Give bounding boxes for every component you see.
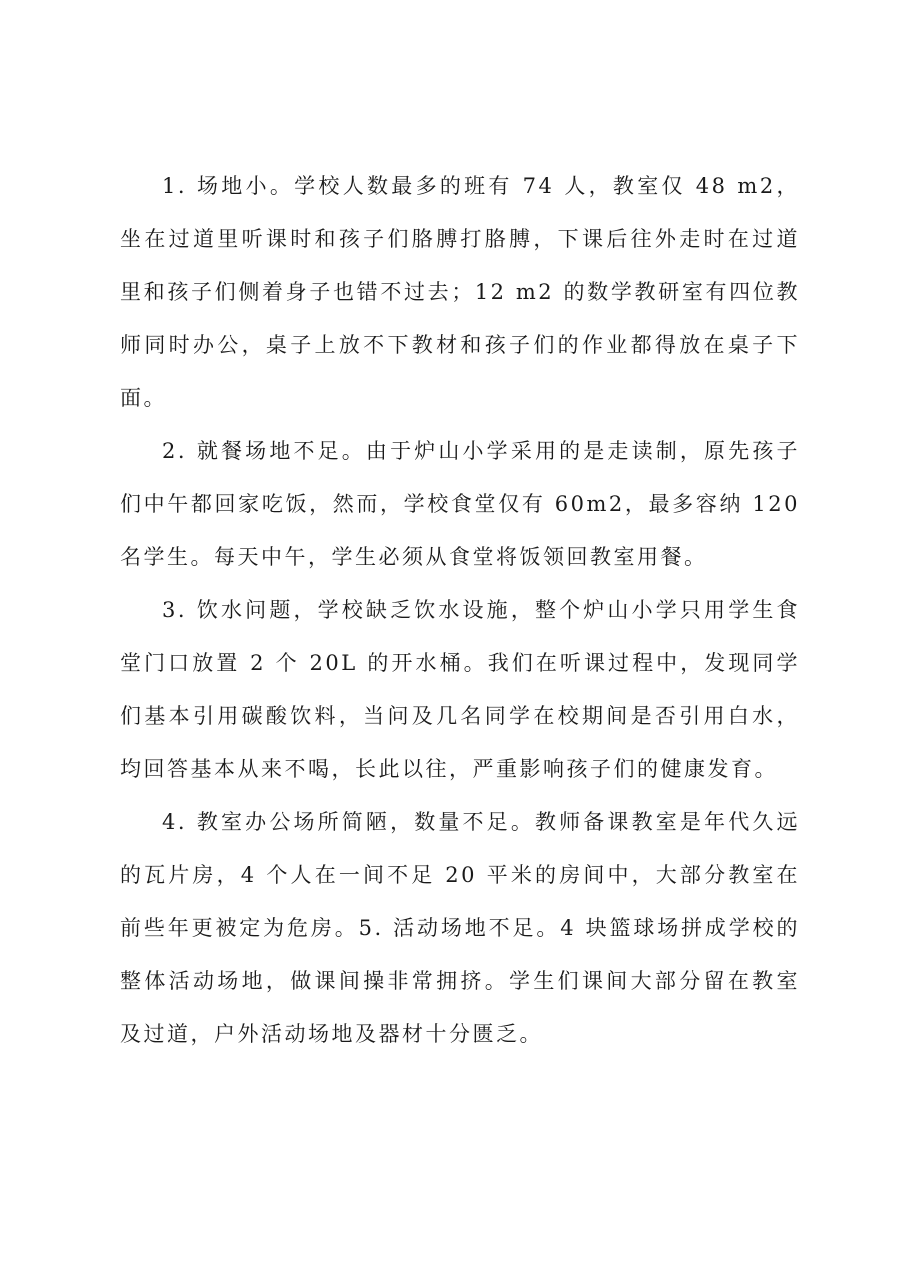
paragraph-4: 4. 教室办公场所简陋，数量不足。教师备课教室是年代久远的瓦片房，4 个人在一间不足 20 平米的房间中，大部分教室在前些年更被定为危房。5. 活动场地不足。4 块篮球场拼成学校的整体活动场地，做课间操非常拥挤。学生们课间大部分留在教室及过道，户外活动场地及器材十分匮乏。 [120,810,800,1046]
paragraph-3: 3. 饮水问题，学校缺乏饮水设施，整个炉山小学只用学生食堂门口放置 2 个 20L 的开水桶。我们在听课过程中，发现同学们基本引用碳酸饮料，当问及几名同学在校期间是否引用白水，均回答基本从来不喝，长此以往，严重影响孩子们的健康发育。 [120,598,800,781]
paragraph-2: 2. 就餐场地不足。由于炉山小学采用的是走读制，原先孩子们中午都回家吃饭，然而，学校食堂仅有 60m2，最多容纳 120 名学生。每天中午，学生必须从食堂将饭领回教室用餐。 [120,439,800,569]
paragraph-1: 1. 场地小。学校人数最多的班有 74 人，教室仅 48 m2，坐在过道里听课时和孩子们胳膊打胳膊，下课后往外走时在过道里和孩子们侧着身子也错不过去；12 m2 的数学教研室有四位教师同时办公，桌子上放不下教材和孩子们的作业都得放在桌子下面。 [120,174,800,410]
document-body [120,160,800,1061]
